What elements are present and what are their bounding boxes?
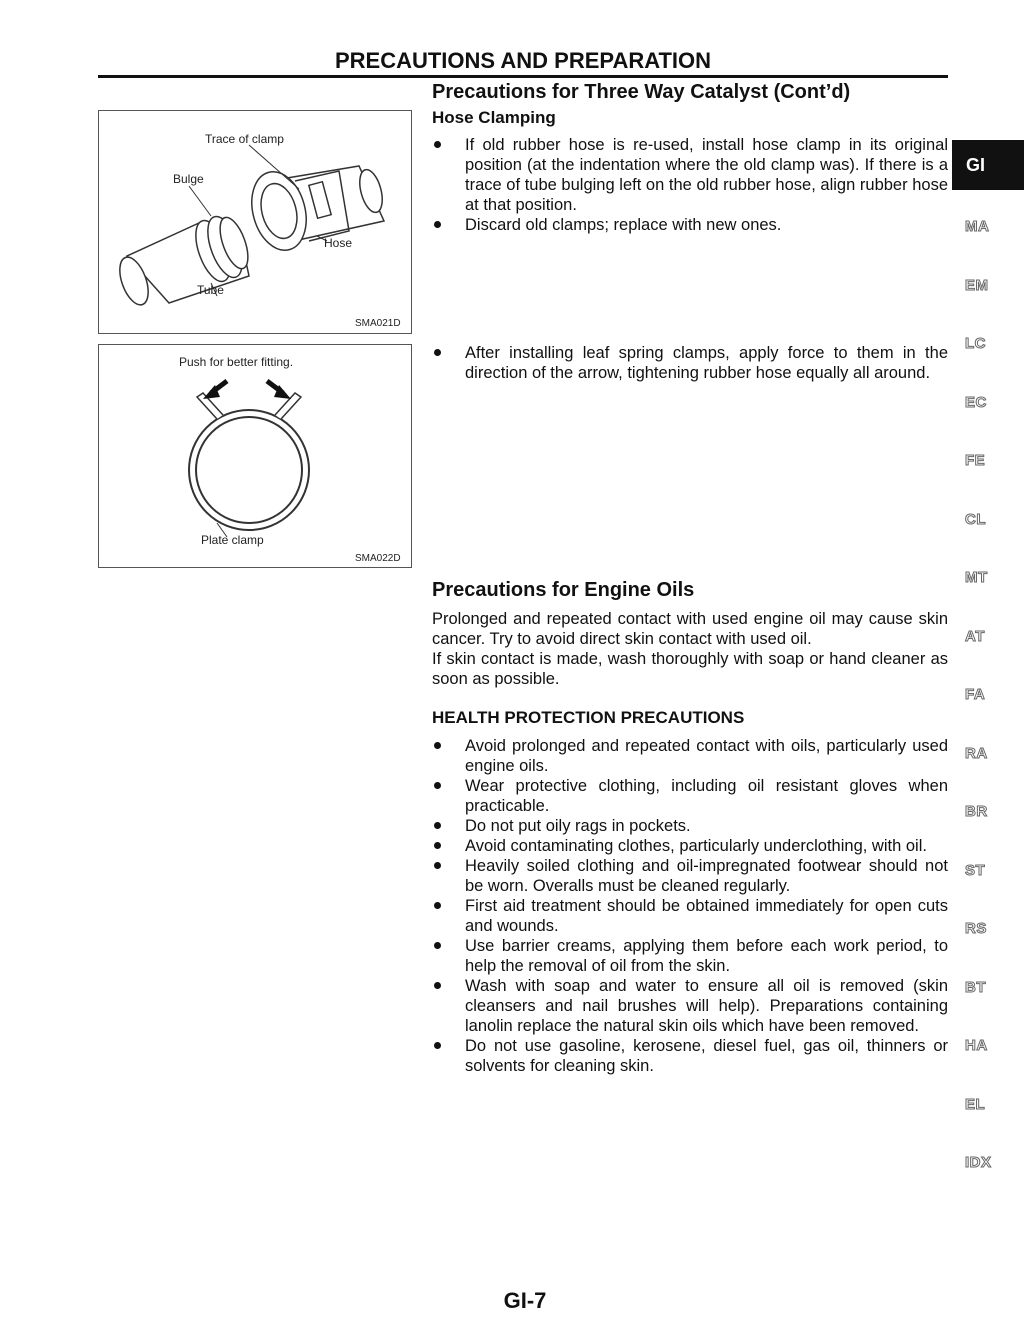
- side-nav-item-em[interactable]: EM: [965, 277, 989, 294]
- side-nav-item-ec[interactable]: EC: [965, 394, 987, 411]
- bullet-icon: [434, 842, 441, 849]
- bullet-icon: [434, 862, 441, 869]
- side-nav-item-br[interactable]: BR: [965, 803, 988, 820]
- side-nav-item-lc[interactable]: LC: [965, 335, 986, 352]
- list-item: Use barrier creams, applying them before each work period, to help the removal of oil from the skin.: [432, 936, 948, 976]
- list-item: After installing leaf spring clamps, apply force to them in the direction of the arrow, tightening rubber hose equally all around.: [432, 343, 948, 383]
- bullet-icon: [434, 902, 441, 909]
- plate-clamp-illustration: [99, 345, 411, 567]
- list-item: Avoid contaminating clothes, particularly underclothing, with oil.: [432, 836, 948, 856]
- side-nav-item-ha[interactable]: HA: [965, 1037, 988, 1054]
- label-tube: Tube: [197, 283, 224, 297]
- bullet-icon: [434, 349, 441, 356]
- list-item: If old rubber hose is re-used, install hose clamp in its original position (at the indentation where the old clamp was). If there is a trace of tube bulging left on the old rubber hose, align rubber hose at that position.: [432, 135, 948, 215]
- side-nav-item-ra[interactable]: RA: [965, 745, 988, 762]
- list-item: Discard old clamps; replace with new ones.: [432, 215, 948, 235]
- side-tab-active[interactable]: GI: [952, 140, 1024, 190]
- bullet-icon: [434, 221, 441, 228]
- side-nav-item-fa[interactable]: FA: [965, 686, 986, 703]
- page-number: GI-7: [503, 1288, 547, 1313]
- side-nav-item-st[interactable]: ST: [965, 862, 986, 879]
- label-trace-of-clamp: Trace of clamp: [205, 132, 284, 146]
- side-nav-item-cl[interactable]: CL: [965, 511, 986, 528]
- label-plate-clamp: Plate clamp: [201, 533, 264, 547]
- side-nav-item-mt[interactable]: MT: [965, 569, 988, 586]
- subtitle-hose-clamping: Hose Clamping: [432, 108, 556, 127]
- side-nav-item-bt[interactable]: BT: [965, 979, 986, 996]
- page-header-title: PRECAUTIONS AND PREPARATION: [334, 48, 712, 73]
- list-item: First aid treatment should be obtained immediately for open cuts and wounds.: [432, 896, 948, 936]
- list-item: Do not put oily rags in pockets.: [432, 816, 948, 836]
- side-nav-item-at[interactable]: AT: [965, 628, 985, 645]
- bullet-icon: [434, 141, 441, 148]
- label-hose: Hose: [324, 236, 353, 250]
- hose-clamping-list: [432, 135, 948, 235]
- list-item: Avoid prolonged and repeated contact with oils, particularly used engine oils.: [432, 736, 948, 776]
- section-title-three-way-catalyst: Precautions for Three Way Catalyst (Cont’d): [432, 81, 851, 103]
- list-item: Wash with soap and water to ensure all oil is removed (skin cleansers and nail brushes will help). Preparations containing lanolin replace the natural skin oils which have been removed.: [432, 976, 948, 1036]
- label-push: Push for better fitting.: [179, 355, 294, 369]
- figure-id: SMA021D: [355, 318, 401, 329]
- subtitle-health-protection: HEALTH PROTECTION PRECAUTIONS: [432, 708, 745, 727]
- list-item: Do not use gasoline, kerosene, diesel fuel, gas oil, thinners or solvents for cleaning skin.: [432, 1036, 948, 1076]
- leaf-spring-list: [432, 343, 948, 383]
- bullet-icon: [434, 742, 441, 749]
- bullet-icon: [434, 942, 441, 949]
- bullet-icon: [434, 1042, 441, 1049]
- paragraph: Prolonged and repeated contact with used engine oil may cause skin cancer. Try to avoid direct skin contact with used oil.: [432, 610, 948, 648]
- list-item: Wear protective clothing, including oil resistant gloves when practicable.: [432, 776, 948, 816]
- figure-hose-clamping: [98, 110, 412, 334]
- section-title-engine-oils: Precautions for Engine Oils: [432, 579, 695, 601]
- figure-plate-clamp: [98, 344, 412, 568]
- side-nav-item-rs[interactable]: RS: [965, 920, 987, 937]
- bullet-icon: [434, 782, 441, 789]
- list-item: Heavily soiled clothing and oil-impregnated footwear should not be worn. Overalls must be cleaned regularly.: [432, 856, 948, 896]
- paragraph: If skin contact is made, wash thoroughly with soap or hand cleaner as soon as possible.: [432, 650, 948, 688]
- side-nav-item-fe[interactable]: FE: [965, 452, 986, 469]
- label-bulge: Bulge: [173, 172, 204, 186]
- header-rule: [98, 75, 948, 78]
- side-nav-item-el[interactable]: EL: [965, 1096, 986, 1113]
- side-nav-item-idx[interactable]: IDX: [965, 1154, 992, 1171]
- bullet-icon: [434, 982, 441, 989]
- hose-clamp-illustration: [99, 111, 411, 333]
- health-precautions-list: [432, 736, 948, 1076]
- side-nav-item-ma[interactable]: MA: [965, 218, 990, 235]
- bullet-icon: [434, 822, 441, 829]
- figure-id: SMA022D: [355, 553, 401, 564]
